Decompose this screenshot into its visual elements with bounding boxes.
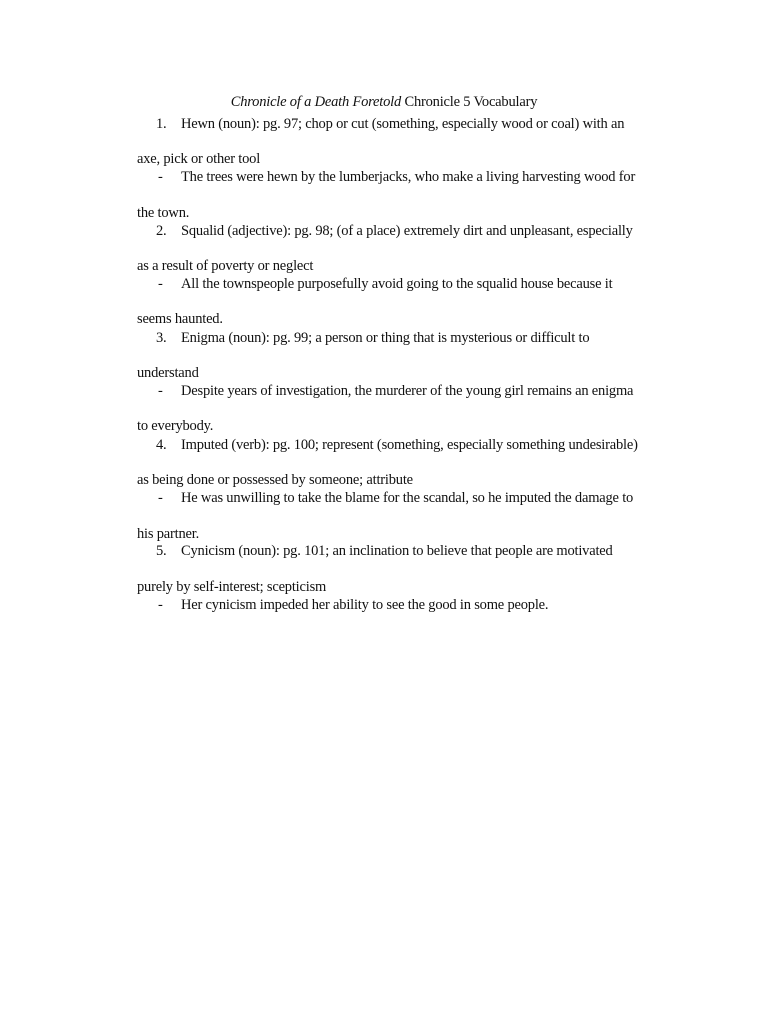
definition-text: Cynicism (noun): pg. 101; an inclination to believe that people are motivated <box>181 543 613 559</box>
item-number: 4. <box>156 437 167 453</box>
example-continuation: to everybody. <box>137 418 214 434</box>
item-number: 5. <box>156 543 167 559</box>
title-book-name: Chronicle of a Death Foretold <box>230 94 402 110</box>
definition-continuation: as being done or possessed by someone; attribute <box>137 472 413 488</box>
example-text: He was unwilling to take the blame for the scandal, so he imputed the damage to <box>181 490 634 506</box>
example-text: All the townspeople purposefully avoid going to the squalid house because it <box>181 276 613 292</box>
bullet-dash: - <box>158 490 163 506</box>
definition-continuation: as a result of poverty or neglect <box>137 258 314 274</box>
title-suffix: Chronicle 5 Vocabulary <box>401 94 538 110</box>
definition-continuation: understand <box>137 365 199 381</box>
definition-continuation: axe, pick or other tool <box>137 151 261 167</box>
example-continuation: seems haunted. <box>137 311 223 327</box>
definition-continuation: purely by self-interest; scepticism <box>137 579 327 595</box>
bullet-dash: - <box>158 383 163 399</box>
item-number: 1. <box>156 116 167 132</box>
bullet-dash: - <box>158 276 163 292</box>
example-text: Her cynicism impeded her ability to see the good in some people. <box>181 597 549 613</box>
example-continuation: his partner. <box>137 526 200 542</box>
bullet-dash: - <box>158 597 163 613</box>
example-text: The trees were hewn by the lumberjacks, who make a living harvesting wood for <box>181 169 636 185</box>
item-number: 2. <box>156 223 167 239</box>
definition-text: Hewn (noun): pg. 97; chop or cut (something, especially wood or coal) with an <box>181 116 625 132</box>
document-title <box>0 92 768 112</box>
example-text: Despite years of investigation, the murderer of the young girl remains an enigma <box>181 383 634 399</box>
example-continuation: the town. <box>137 205 190 221</box>
definition-text: Imputed (verb): pg. 100; represent (something, especially something undesirable) <box>181 437 638 453</box>
definition-text: Squalid (adjective): pg. 98; (of a place) extremely dirt and unpleasant, especially <box>181 223 633 239</box>
item-number: 3. <box>156 330 167 346</box>
bullet-dash: - <box>158 169 163 185</box>
definition-text: Enigma (noun): pg. 99; a person or thing that is mysterious or difficult to <box>181 330 590 346</box>
